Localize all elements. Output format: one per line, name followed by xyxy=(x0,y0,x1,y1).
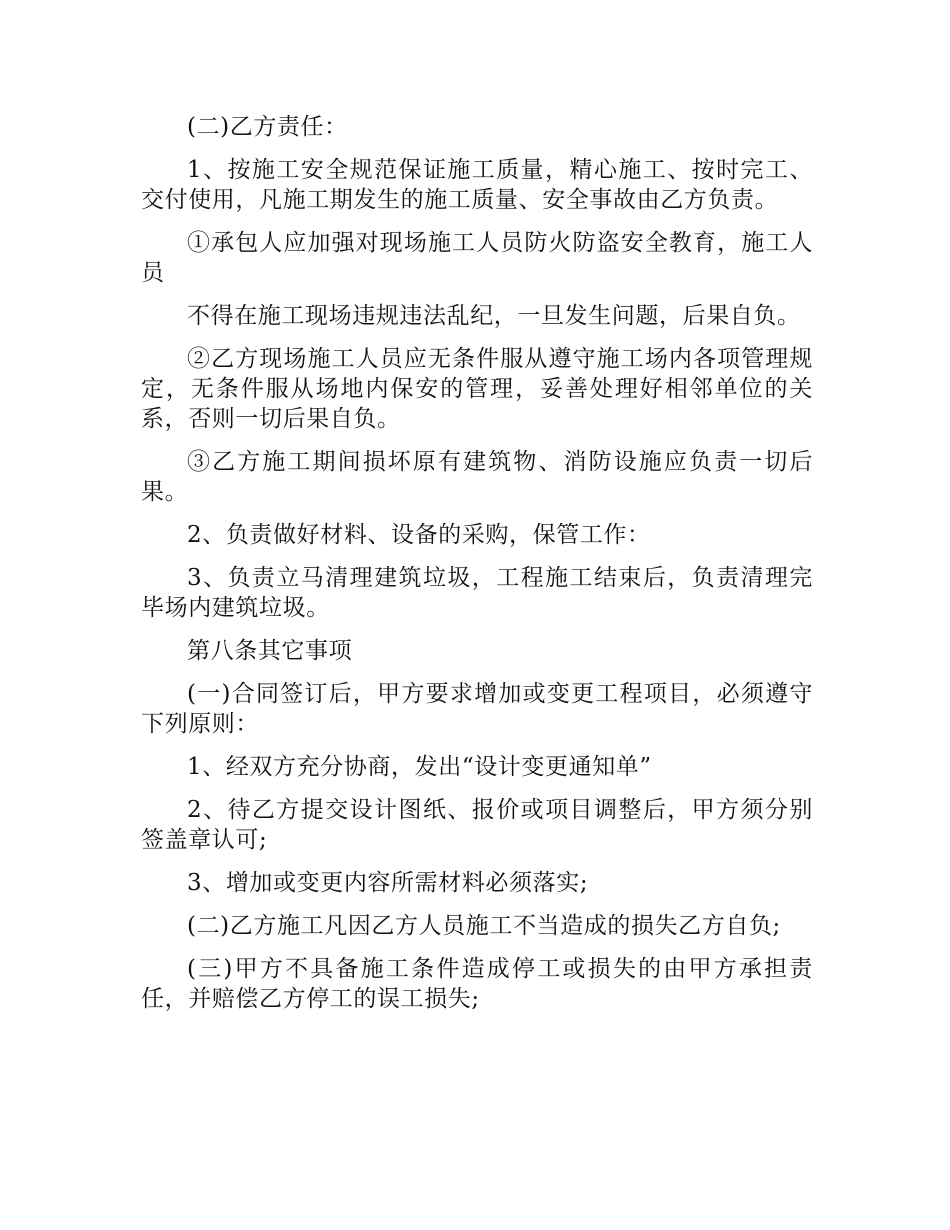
paragraph-item-1-circled: ①承包人应加强对现场施工人员防火防盗安全教育，施工人员 xyxy=(141,230,813,286)
paragraph-principle-1: 1、经双方充分协商，发出“设计变更通知单” xyxy=(187,754,652,780)
paragraph-party-b-responsibility-heading: (二)乙方责任： xyxy=(187,114,348,140)
paragraph-section-1: (一)合同签订后，甲方要求增加或变更工程项目，必须遵守下列原则： xyxy=(141,681,813,737)
paragraph-item-1-continued: 不得在施工现场违规违法乱纪，一旦发生问题，后果自负。 xyxy=(187,303,801,329)
article-8-heading: 第八条其它事项 xyxy=(187,638,353,664)
paragraph-section-2: (二)乙方施工凡因乙方人员施工不当造成的损失乙方自负; xyxy=(187,913,781,939)
paragraph-item-3-circled: ③乙方施工期间损坏原有建筑物、消防设施应负责一切后果。 xyxy=(141,449,813,505)
paragraph-principle-2: 2、待乙方提交设计图纸、报价或项目调整后，甲方须分别签盖章认可; xyxy=(141,797,813,853)
paragraph-principle-3: 3、增加或变更内容所需材料必须落实; xyxy=(187,870,589,896)
paragraph-clause-1: 1、按施工安全规范保证施工质量，精心施工、按时完工、交付使用，凡施工期发生的施工质量、安全事故由乙方负责。 xyxy=(141,157,813,213)
document-page xyxy=(141,112,813,1027)
paragraph-clause-3: 3、负责立马清理建筑垃圾，工程施工结束后，负责清理完毕场内建筑垃圾。 xyxy=(141,565,813,621)
paragraph-clause-2: 2、负责做好材料、设备的采购，保管工作： xyxy=(187,522,651,548)
paragraph-item-2-circled: ②乙方现场施工人员应无条件服从遵守施工场内各项管理规定，无条件服从场地内保安的管理，妥善处理好相邻单位的关系，否则一切后果自负。 xyxy=(141,346,813,432)
paragraph-section-3: (三)甲方不具备施工条件造成停工或损失的由甲方承担责任，并赔偿乙方停工的误工损失; xyxy=(141,956,813,1012)
